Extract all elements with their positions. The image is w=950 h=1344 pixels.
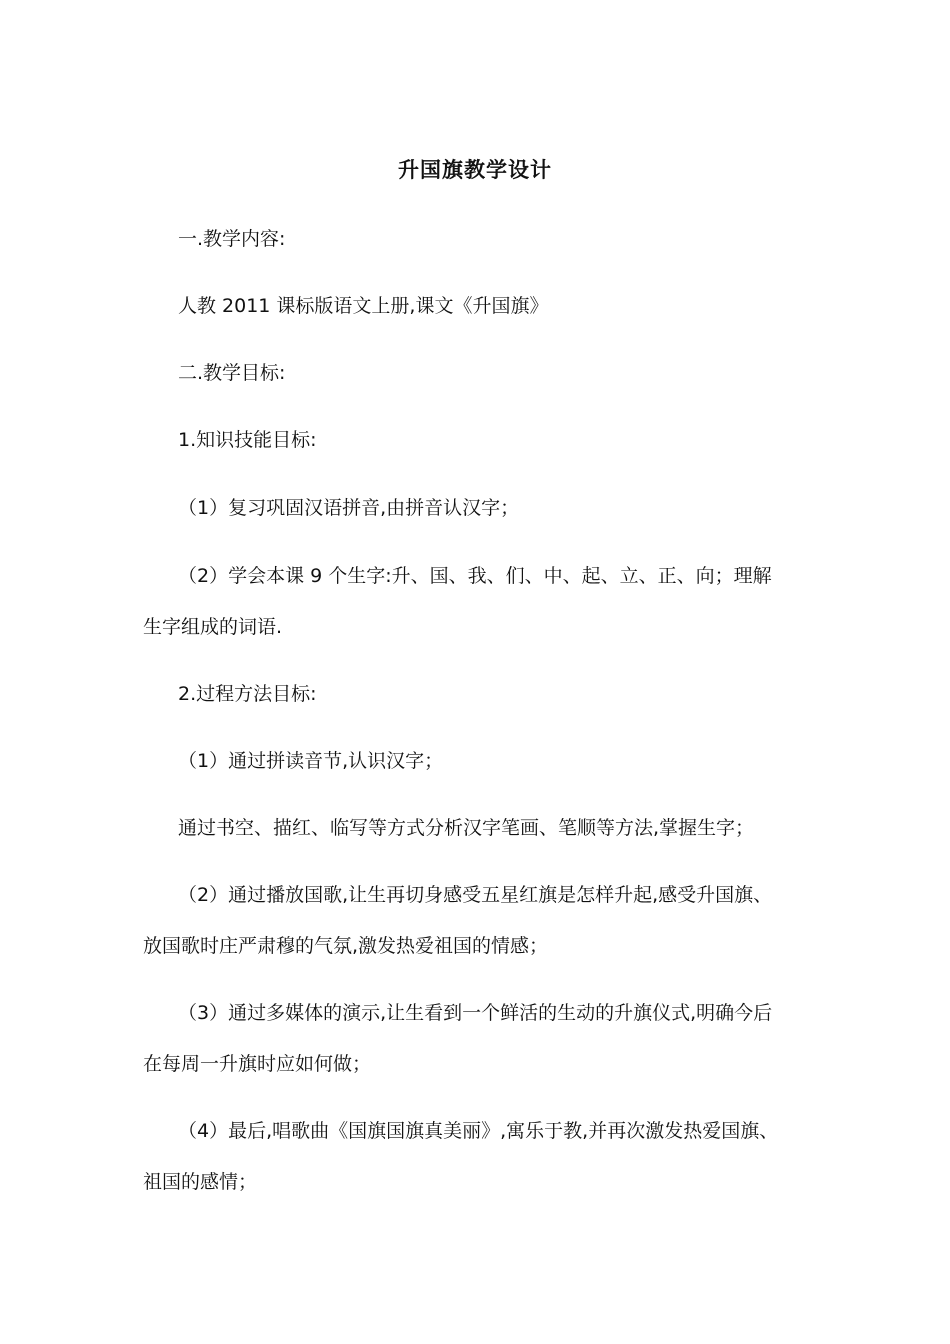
- section-heading-objectives: 二.教学目标:: [178, 362, 286, 384]
- subheading-knowledge-skills: 1.知识技能目标:: [178, 429, 317, 451]
- paragraph-text-continued: 祖国的感情；: [143, 1171, 258, 1193]
- section-heading-content: 一.教学内容:: [178, 228, 286, 250]
- paragraph-text: （4）最后,唱歌曲《国旗国旗真美丽》,寓乐于教,并再次激发热爱国旗、: [178, 1120, 779, 1142]
- paragraph-text: （1）通过拼读音节,认识汉字；: [178, 750, 444, 772]
- subheading-process-methods: 2.过程方法目标:: [178, 683, 317, 705]
- paragraph-text: （1）复习巩固汉语拼音,由拼音认汉字；: [178, 497, 520, 519]
- paragraph-text: 人教 2011 课标版语文上册,课文《升国旗》: [178, 295, 549, 317]
- document-title: 升国旗教学设计: [398, 158, 552, 182]
- paragraph-text: （2）通过播放国歌,让生再切身感受五星红旗是怎样升起,感受升国旗、: [178, 884, 773, 906]
- paragraph-text: 通过书空、描红、临写等方式分析汉字笔画、笔顺等方法,掌握生字；: [178, 817, 755, 839]
- paragraph-text-continued: 生字组成的词语.: [143, 616, 283, 638]
- paragraph-text-continued: 放国歌时庄严肃穆的气氛,激发热爱祖国的情感；: [143, 935, 549, 957]
- paragraph-text: （2）学会本课 9 个生字:升、国、我、们、中、起、立、正、向；理解: [178, 565, 772, 587]
- paragraph-text-continued: 在每周一升旗时应如何做；: [143, 1053, 372, 1075]
- paragraph-text: （3）通过多媒体的演示,让生看到一个鲜活的生动的升旗仪式,明确今后: [178, 1002, 773, 1024]
